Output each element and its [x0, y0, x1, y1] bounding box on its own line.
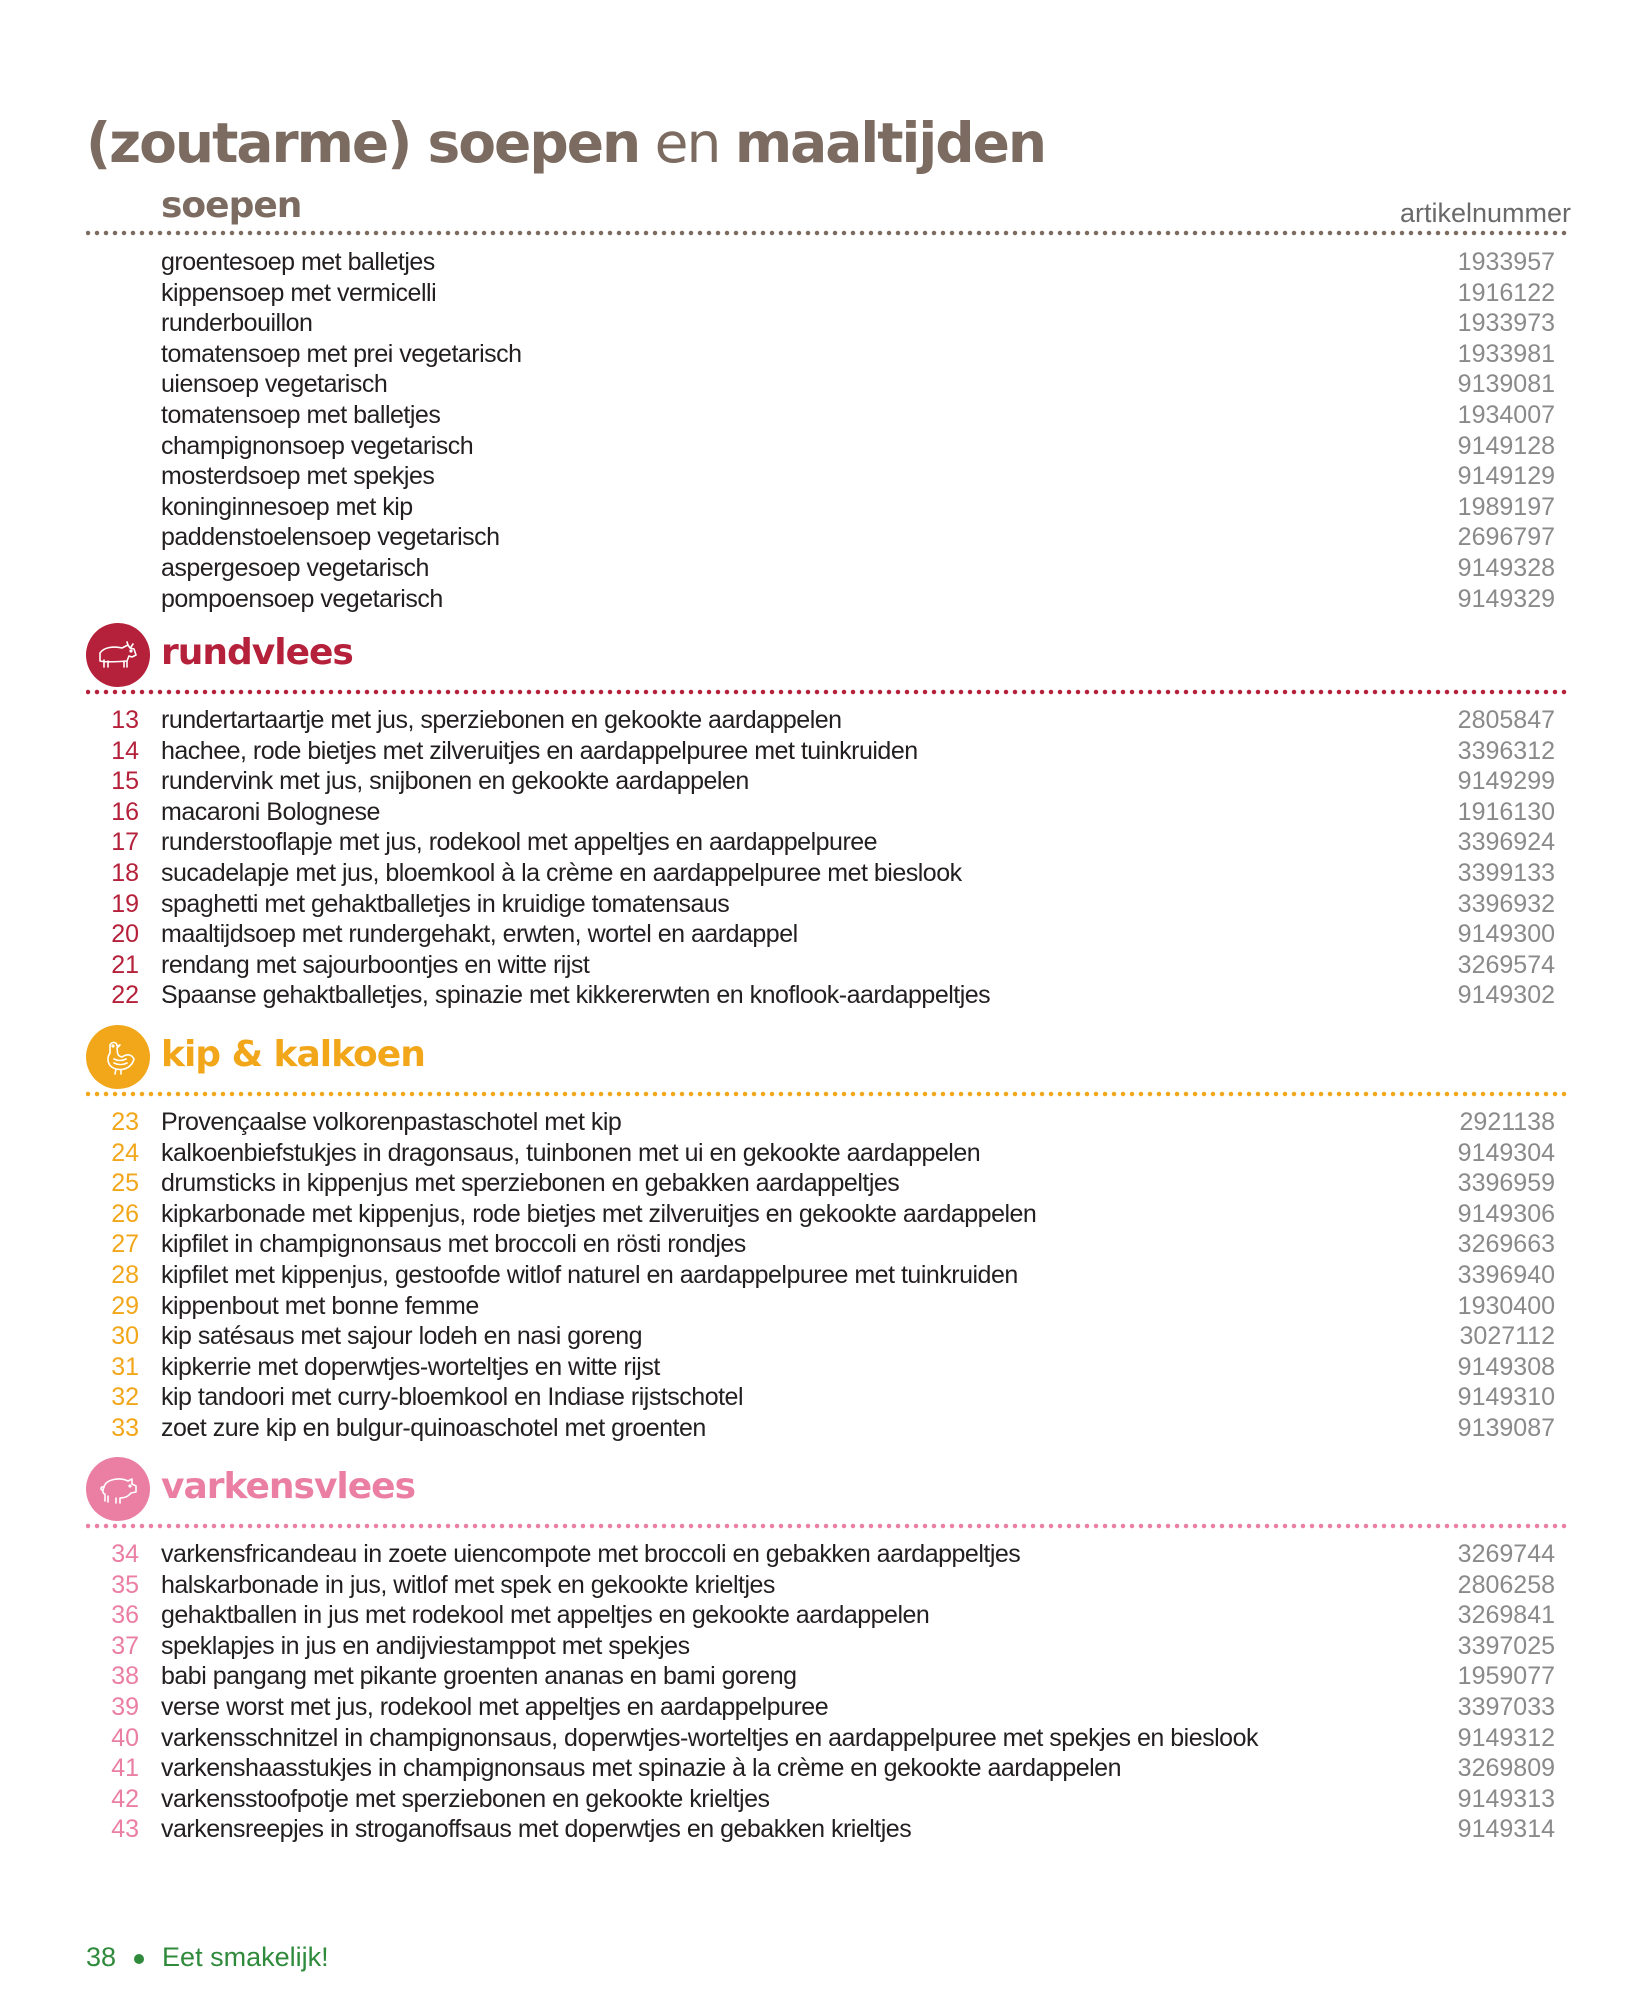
- item-article-number: 9149306: [1457, 1199, 1555, 1228]
- item-number: 36: [111, 1601, 139, 1630]
- item-number: 22: [111, 981, 139, 1010]
- section-rundvlees: [0, 623, 1641, 1010]
- item-number: 39: [111, 1692, 139, 1721]
- item-name: kalkoenbiefstukjes in dragonsaus, tuinbonen met ui en gekookte aardappelen: [161, 1138, 981, 1167]
- item-name: speklapjes in jus en andijviestamppot met spekjes: [161, 1631, 690, 1660]
- item-article-number: 2805847: [1457, 706, 1555, 734]
- item-article-number: 9149312: [1457, 1723, 1555, 1752]
- item-name: verse worst met jus, rodekool met appeltjes en aardappelpuree: [161, 1692, 829, 1721]
- list-item: [0, 1814, 1641, 1845]
- list-item: [0, 1753, 1641, 1784]
- section-header: [0, 1025, 1641, 1077]
- item-name: aspergesoep vegetarisch: [161, 553, 429, 582]
- list-item: [0, 400, 1641, 431]
- list-item: [0, 369, 1641, 400]
- list-item: [0, 980, 1641, 1011]
- item-number: 18: [111, 858, 139, 887]
- item-article-number: 3269574: [1457, 950, 1555, 979]
- item-number: 34: [111, 1540, 139, 1568]
- list-item: [0, 1168, 1641, 1199]
- item-name: uiensoep vegetarisch: [161, 370, 388, 399]
- item-name: kippenbout met bonne femme: [161, 1291, 479, 1320]
- item-article-number: 3027112: [1459, 1322, 1555, 1351]
- item-name: maaltijdsoep met rundergehakt, erwten, wortel en aardappel: [161, 920, 798, 949]
- item-article-number: 3397025: [1457, 1631, 1555, 1660]
- item-number: 31: [111, 1352, 139, 1381]
- item-number: 41: [111, 1754, 139, 1783]
- item-name: koninginnesoep met kip: [161, 492, 413, 521]
- item-number: 24: [111, 1138, 139, 1167]
- list-item: [0, 1600, 1641, 1631]
- list-item: [0, 247, 1641, 278]
- item-article-number: 9149129: [1457, 462, 1555, 491]
- chicken-icon: [86, 1025, 150, 1089]
- item-number: 38: [111, 1662, 139, 1691]
- item-article-number: 3396924: [1457, 828, 1555, 857]
- item-name: paddenstoelensoep vegetarisch: [161, 523, 500, 552]
- section-kip-kalkoen: [0, 1025, 1641, 1442]
- list-item: [0, 461, 1641, 492]
- list-item: [0, 1321, 1641, 1352]
- item-article-number: 9149329: [1457, 584, 1555, 613]
- item-name: hachee, rode bietjes met zilveruitjes en aardappelpuree met tuinkruiden: [161, 736, 918, 765]
- section-title: rundvlees: [161, 632, 353, 673]
- item-article-number: 3399133: [1457, 858, 1555, 887]
- item-article-number: 9149310: [1457, 1383, 1555, 1412]
- item-name: babi pangang met pikante groenten ananas en bami goreng: [161, 1662, 797, 1691]
- item-article-number: 9149314: [1457, 1815, 1555, 1844]
- item-article-number: 1916122: [1457, 278, 1555, 307]
- item-article-number: 3396932: [1457, 889, 1555, 918]
- item-article-number: 3397033: [1457, 1692, 1555, 1721]
- dotted-divider: [86, 688, 1571, 696]
- list-item: [0, 492, 1641, 523]
- item-article-number: 3269809: [1457, 1754, 1555, 1783]
- section-header: [0, 180, 1641, 232]
- kip-list: [0, 1107, 1641, 1444]
- item-name: kipkarbonade met kippenjus, rode bietjes met zilveruitjes en gekookte aardappelen: [161, 1199, 1037, 1228]
- section-varkensvlees: [0, 1457, 1641, 1844]
- item-number: 20: [111, 920, 139, 949]
- item-number: 17: [111, 828, 139, 857]
- item-name: kip satésaus met sajour lodeh en nasi goreng: [161, 1322, 643, 1351]
- item-article-number: 3269744: [1457, 1540, 1555, 1568]
- list-item: [0, 1413, 1641, 1444]
- list-item: [0, 1661, 1641, 1692]
- title-part-3: maaltijden: [734, 111, 1046, 175]
- item-number: 14: [111, 736, 139, 765]
- list-item: [0, 797, 1641, 828]
- title-part-2: en: [639, 111, 735, 175]
- item-article-number: 9149300: [1457, 920, 1555, 949]
- item-name: kipfilet met kippenjus, gestoofde witlof naturel en aardappelpuree met tuinkruiden: [161, 1260, 1018, 1289]
- list-item: [0, 1784, 1641, 1815]
- column-header-artikelnummer: artikelnummer: [1399, 198, 1571, 228]
- list-item: [0, 1107, 1641, 1138]
- bullet-dot: [134, 1954, 144, 1964]
- list-item: [0, 1570, 1641, 1601]
- item-name: varkensreepjes in stroganoffsaus met doperwtjes en gebakken krieltjes: [161, 1815, 912, 1844]
- item-name: rundervink met jus, snijbonen en gekookte aardappelen: [161, 767, 749, 796]
- list-item: [0, 1199, 1641, 1230]
- item-article-number: 3269663: [1457, 1230, 1555, 1259]
- list-item: [0, 889, 1641, 920]
- item-article-number: 3396312: [1457, 736, 1555, 765]
- item-name: champignonsoep vegetarisch: [161, 431, 474, 460]
- list-item: [0, 1723, 1641, 1754]
- item-name: gehaktballen in jus met rodekool met appeltjes en gekookte aardappelen: [161, 1601, 930, 1630]
- section-title: soepen: [161, 185, 302, 226]
- list-item: [0, 858, 1641, 889]
- page-footer: [86, 1940, 329, 1974]
- list-item: [0, 950, 1641, 981]
- list-item: [0, 1260, 1641, 1291]
- section-title: kip & kalkoen: [161, 1034, 425, 1075]
- item-article-number: 1933957: [1457, 248, 1555, 276]
- item-article-number: 2921138: [1459, 1108, 1555, 1136]
- item-name: varkensstoofpotje met sperziebonen en gekookte krieltjes: [161, 1784, 770, 1813]
- list-item: [0, 736, 1641, 767]
- list-item: [0, 1692, 1641, 1723]
- item-article-number: 1959077: [1457, 1662, 1555, 1691]
- item-article-number: 1916130: [1457, 797, 1555, 826]
- footer-text: Eet smakelijk!: [162, 1942, 329, 1972]
- item-article-number: 9149313: [1457, 1784, 1555, 1813]
- section-title: varkensvlees: [161, 1466, 416, 1507]
- item-name: kippensoep met vermicelli: [161, 278, 437, 307]
- pig-icon: [86, 1457, 150, 1521]
- item-article-number: 3396940: [1457, 1260, 1555, 1289]
- item-article-number: 2696797: [1457, 523, 1555, 552]
- item-name: tomatensoep met balletjes: [161, 400, 441, 429]
- item-number: 33: [111, 1413, 139, 1442]
- item-name: kip tandoori met curry-bloemkool en Indiase rijstschotel: [161, 1383, 743, 1412]
- soepen-list: [0, 247, 1641, 614]
- dotted-divider: [86, 229, 1571, 237]
- list-item: [0, 1291, 1641, 1322]
- item-article-number: 1989197: [1457, 492, 1555, 521]
- item-article-number: 9149302: [1457, 981, 1555, 1010]
- section-header: [0, 1457, 1641, 1509]
- list-item: [0, 1138, 1641, 1169]
- item-name: sucadelapje met jus, bloemkool à la crème en aardappelpuree met bieslook: [161, 858, 962, 887]
- list-item: [0, 522, 1641, 553]
- item-number: 26: [111, 1199, 139, 1228]
- item-number: 35: [111, 1570, 139, 1599]
- list-item: [0, 553, 1641, 584]
- item-number: 28: [111, 1260, 139, 1289]
- item-number: 16: [111, 797, 139, 826]
- list-item: [0, 766, 1641, 797]
- list-item: [0, 1382, 1641, 1413]
- item-article-number: 9139081: [1457, 370, 1555, 399]
- item-article-number: 1934007: [1457, 400, 1555, 429]
- item-name: groentesoep met balletjes: [161, 248, 435, 276]
- item-name: pompoensoep vegetarisch: [161, 584, 443, 613]
- dotted-divider: [86, 1090, 1571, 1098]
- item-article-number: 2806258: [1457, 1570, 1555, 1599]
- list-item: [0, 1229, 1641, 1260]
- list-item: [0, 1539, 1641, 1570]
- page-title: [86, 108, 1045, 178]
- item-name: varkensschnitzel in champignonsaus, doperwtjes-worteltjes en aardappelpuree met spekjes en bieslook: [161, 1723, 1258, 1752]
- item-number: 27: [111, 1230, 139, 1259]
- item-name: mosterdsoep met spekjes: [161, 462, 435, 491]
- item-number: 19: [111, 889, 139, 918]
- item-name: varkensfricandeau in zoete uiencompote met broccoli en gebakken aardappeltjes: [161, 1540, 1021, 1568]
- rundvlees-list: [0, 705, 1641, 1011]
- item-article-number: 9149299: [1457, 767, 1555, 796]
- item-name: runderbouillon: [161, 309, 313, 338]
- item-name: Spaanse gehaktballetjes, spinazie met kikkererwten en knoflook-aardappeltjes: [161, 981, 991, 1010]
- item-number: 32: [111, 1383, 139, 1412]
- item-number: 25: [111, 1169, 139, 1198]
- item-article-number: 3396959: [1457, 1169, 1555, 1198]
- list-item: [0, 431, 1641, 462]
- item-name: macaroni Bolognese: [161, 797, 380, 826]
- page-number: 38: [86, 1942, 117, 1972]
- item-article-number: 9149128: [1457, 431, 1555, 460]
- item-article-number: 9139087: [1457, 1413, 1555, 1442]
- item-name: runderstooflapje met jus, rodekool met appeltjes en aardappelpuree: [161, 828, 878, 857]
- item-name: halskarbonade in jus, witlof met spek en gekookte krieltjes: [161, 1570, 775, 1599]
- item-number: 42: [111, 1784, 139, 1813]
- item-name: tomatensoep met prei vegetarisch: [161, 339, 522, 368]
- item-number: 40: [111, 1723, 139, 1752]
- list-item: [0, 1631, 1641, 1662]
- list-item: [0, 278, 1641, 309]
- item-article-number: 1933973: [1457, 309, 1555, 338]
- item-number: 23: [111, 1108, 139, 1136]
- item-number: 29: [111, 1291, 139, 1320]
- list-item: [0, 919, 1641, 950]
- list-item: [0, 584, 1641, 615]
- item-name: drumsticks in kippenjus met sperziebonen en gebakken aardappeltjes: [161, 1169, 900, 1198]
- item-name: kipfilet in champignonsaus met broccoli en rösti rondjes: [161, 1230, 746, 1259]
- list-item: [0, 705, 1641, 736]
- item-number: 30: [111, 1322, 139, 1351]
- item-number: 43: [111, 1815, 139, 1844]
- item-article-number: 3269841: [1457, 1601, 1555, 1630]
- section-soepen: [0, 180, 1641, 613]
- item-number: 37: [111, 1631, 139, 1660]
- item-number: 15: [111, 767, 139, 796]
- cow-icon: [86, 623, 150, 687]
- title-part-1: (zoutarme) soepen: [86, 111, 640, 175]
- item-article-number: 1930400: [1457, 1291, 1555, 1320]
- item-name: kipkerrie met doperwtjes-worteltjes en witte rijst: [161, 1352, 660, 1381]
- list-item: [0, 339, 1641, 370]
- item-name: rendang met sajourboontjes en witte rijst: [161, 950, 590, 979]
- item-article-number: 9149304: [1457, 1138, 1555, 1167]
- dotted-divider: [86, 1522, 1571, 1530]
- item-name: zoet zure kip en bulgur-quinoaschotel met groenten: [161, 1413, 706, 1442]
- item-number: 21: [111, 950, 139, 979]
- item-article-number: 9149328: [1457, 553, 1555, 582]
- item-name: rundertartaartje met jus, sperziebonen en gekookte aardappelen: [161, 706, 842, 734]
- list-item: [0, 308, 1641, 339]
- section-header: [0, 623, 1641, 675]
- item-article-number: 9149308: [1457, 1352, 1555, 1381]
- item-article-number: 1933981: [1457, 339, 1555, 368]
- item-name: Provençaalse volkorenpastaschotel met kip: [161, 1108, 622, 1136]
- varkens-list: [0, 1539, 1641, 1845]
- item-number: 13: [111, 706, 139, 734]
- list-item: [0, 1352, 1641, 1383]
- item-name: spaghetti met gehaktballetjes in kruidige tomatensaus: [161, 889, 730, 918]
- list-item: [0, 827, 1641, 858]
- item-name: varkenshaasstukjes in champignonsaus met spinazie à la crème en gekookte aardappelen: [161, 1754, 1121, 1783]
